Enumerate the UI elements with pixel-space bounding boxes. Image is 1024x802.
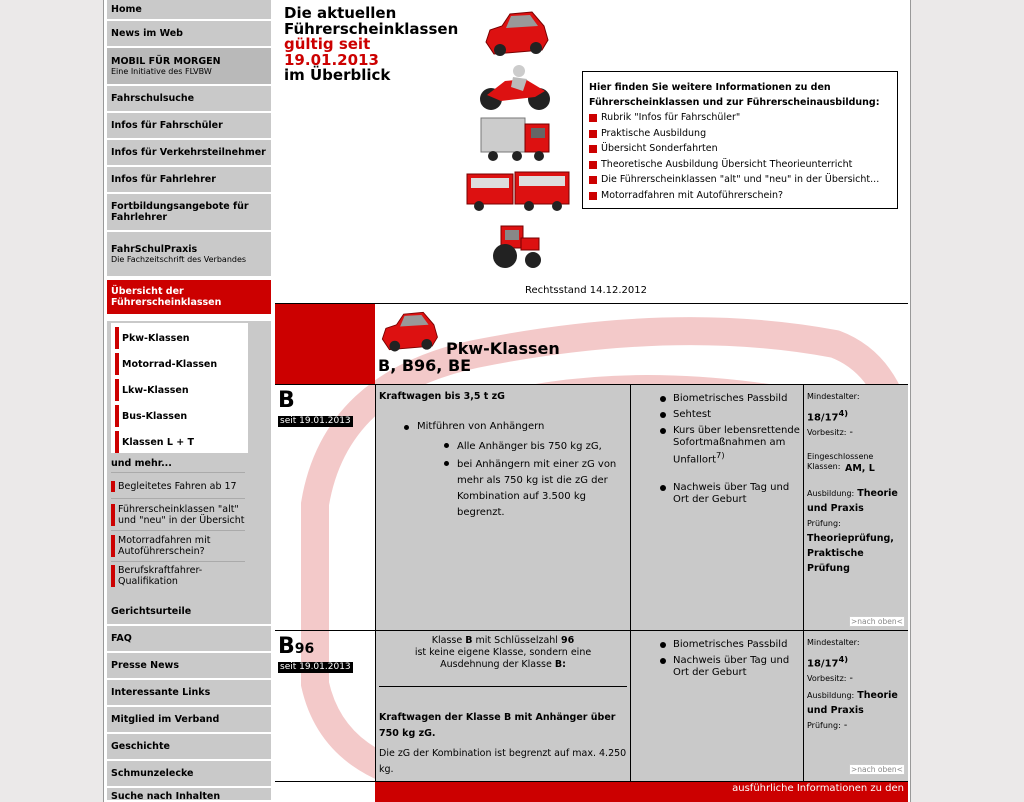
- info-value: -: [843, 720, 848, 732]
- info-value: Theorieprüfung, Praktische Prüfung: [807, 533, 894, 575]
- more-motorradfahren[interactable]: Motorradfahren mit Autoführerschein?: [111, 535, 252, 557]
- nav-sublabel: Eine Initiative des FLVBW: [111, 67, 212, 76]
- info-label: Vorbesitz:: [807, 674, 847, 684]
- row-b-klasse: B: [278, 388, 295, 413]
- nav-gerichtsurteile[interactable]: [107, 599, 271, 626]
- nav-label: Fahrschulsuche: [111, 93, 195, 104]
- footnote-ref[interactable]: 4): [838, 408, 849, 418]
- motorcycle-icon[interactable]: [475, 65, 555, 113]
- row-b-info: [807, 389, 907, 576]
- info-value: [807, 652, 907, 671]
- row-b-req-1: Biometrisches Passbild: [673, 393, 801, 405]
- row-b-seit: seit 19.01.2013: [280, 416, 351, 426]
- mindestalter-value: 18/17: [807, 658, 839, 670]
- subnav-white-panel: [111, 323, 248, 453]
- nav-infos-fahrlehrer[interactable]: [107, 167, 271, 194]
- more-berufskraftfahrer[interactable]: Berufskraftfahrer-Qualifikation: [111, 565, 252, 587]
- nav-faq[interactable]: [107, 626, 271, 653]
- nav-label: Mitglied im Verband: [111, 714, 220, 725]
- nav-fahrschulsuche[interactable]: [107, 86, 271, 113]
- nav-presse-news[interactable]: [107, 653, 271, 680]
- subnav-motorrad-klassen[interactable]: [115, 353, 252, 375]
- info-value: -: [849, 427, 853, 439]
- divider: [111, 498, 245, 499]
- nav-label: Suche nach Inhalten: [111, 791, 221, 802]
- nav-geschichte[interactable]: [107, 734, 271, 761]
- info-link-sonderfahrten[interactable]: Übersicht Sonderfahrten: [589, 141, 891, 157]
- intro-line: [379, 635, 627, 647]
- nav-label: Presse News: [111, 660, 179, 671]
- info-box: [582, 71, 898, 209]
- nav-infos-verkehrsteilnehmer[interactable]: [107, 140, 271, 167]
- nav-schmunzelecke[interactable]: [107, 761, 271, 788]
- row-b96-desc-title: Kraftwagen der Klasse B mit Anhänger über 750 kg zG.: [379, 712, 616, 739]
- subnav-label: Bus-Klassen: [122, 410, 188, 422]
- nav-label: Gerichtsurteile: [111, 606, 192, 617]
- nav-label: Fortbildungsangebote für Fahrlehrer: [111, 201, 249, 223]
- info-row: [807, 688, 907, 718]
- section-title-line: Pkw-Klassen: [446, 339, 560, 358]
- nav-label: Übersicht der Führerscheinklassen: [111, 286, 222, 308]
- info-row: [807, 718, 907, 733]
- intro-line: ist keine eigene Klasse, sondern eine: [414, 647, 592, 658]
- row-b96-req-cell: [631, 631, 803, 782]
- more-klassen-alt-neu[interactable]: Führerscheinklassen "alt" und "neu" in der Übersicht: [111, 504, 252, 526]
- headline-line: Führerscheinklassen: [284, 19, 459, 38]
- subnav-bus-klassen[interactable]: [115, 405, 252, 427]
- subnav-label: Klassen L + T: [122, 436, 194, 448]
- headline-line: Die aktuellen: [284, 4, 397, 22]
- subnav-pkw-klassen[interactable]: [115, 327, 252, 349]
- divider: [111, 530, 245, 531]
- sidebar: [104, 0, 274, 802]
- subnav-label: Lkw-Klassen: [122, 384, 189, 396]
- row-b96-req-1: Biometrisches Passbild: [673, 639, 801, 651]
- info-label: Mindestalter:: [807, 638, 860, 647]
- row-b96-info: [807, 635, 907, 733]
- nav-fahrschulpraxis[interactable]: [107, 232, 271, 278]
- footnote-ref[interactable]: 7): [716, 450, 725, 460]
- nav-interessante-links[interactable]: [107, 680, 271, 707]
- req-text: Kurs über lebensrettende Sofortmaßnahmen am Unfallort: [673, 425, 800, 466]
- subnav-label: Motorrad-Klassen: [122, 358, 218, 370]
- divider: [379, 686, 627, 687]
- nav-label: Geschichte: [111, 741, 170, 752]
- row-b-req-cell: [631, 385, 803, 630]
- subnav-mehr: und mehr...: [111, 458, 172, 469]
- intro-text: mit Schlüsselzahl: [472, 635, 561, 646]
- info-value: [807, 406, 907, 425]
- info-link-infos-fahrschueler[interactable]: Rubrik "Infos für Fahrschüler": [589, 110, 891, 126]
- mindestalter-value: 18/17: [807, 412, 839, 424]
- headline-line: gültig seit: [284, 35, 371, 53]
- nav-suche[interactable]: [107, 788, 271, 802]
- nav-label: Interessante Links: [111, 687, 211, 698]
- info-link-klassen-alt-neu[interactable]: Die Führerscheinklassen "alt" und "neu" in der Übersicht...: [589, 172, 891, 188]
- nav-news-im-web[interactable]: [107, 21, 271, 48]
- info-row: [807, 671, 907, 686]
- info-value: -: [849, 673, 853, 685]
- info-label: Prüfung:: [807, 721, 841, 731]
- headline-line: im Überblick: [284, 66, 391, 84]
- tractor-icon[interactable]: [485, 220, 545, 270]
- info-link-theorieunterricht[interactable]: Theoretische Ausbildung Übersicht Theorieunterricht: [589, 157, 891, 173]
- footnote-ref[interactable]: 4): [838, 654, 849, 664]
- info-value: Theorie und Praxis: [807, 488, 898, 515]
- details-link-bar[interactable]: ausführliche Informationen zu den: [375, 782, 908, 802]
- car-icon[interactable]: [480, 6, 552, 60]
- bus-icon[interactable]: [465, 166, 573, 216]
- subnav-box: [107, 321, 271, 611]
- intro-bold: B: [465, 635, 473, 646]
- row-b-req-2: Sehtest: [673, 409, 801, 421]
- section-red-block: [275, 304, 375, 384]
- info-row: [807, 425, 907, 440]
- row-b96-klasse: [278, 634, 314, 659]
- nav-fortbildungsangebote[interactable]: [107, 194, 271, 232]
- nav-label: Infos für Verkehrsteilnehmer: [111, 147, 266, 158]
- info-label: Ausbildung:: [807, 691, 855, 701]
- nav-label: MOBIL FÜR MORGEN: [111, 56, 221, 67]
- nach-oben-link[interactable]: >nach oben<: [851, 765, 903, 774]
- info-link-motorradfahren[interactable]: Motorradfahren mit Autoführerschein?: [589, 188, 891, 204]
- row-b96-intro: [379, 635, 627, 671]
- divider: [111, 561, 245, 562]
- headline-line: 19.01.2013: [284, 50, 379, 69]
- info-label: Ausbildung:: [807, 489, 855, 499]
- row-b-req-4: Nachweis über Tag und Ort der Geburt: [673, 482, 801, 506]
- rechtsstand-text: Rechtsstand 14.12.2012: [525, 285, 647, 296]
- row-b-req-3: [673, 425, 801, 466]
- nach-oben-link[interactable]: >nach oben<: [851, 617, 903, 626]
- nav-label: News im Web: [111, 28, 183, 39]
- truck-icon[interactable]: [479, 114, 555, 166]
- subnav-label: Pkw-Klassen: [122, 332, 190, 344]
- row-b96-seit: seit 19.01.2013: [280, 662, 351, 672]
- info-label: Prüfung:: [807, 519, 841, 529]
- intro-bold: 96: [560, 635, 575, 646]
- row-b-bullet-sub2: bei Anhängern mit einer zG von mehr als 750 kg ist die zG der Kombination auf 3.500 kg begrenzt.: [457, 457, 629, 521]
- nav-label: Schmunzelecke: [111, 768, 194, 779]
- info-value: AM, L: [845, 463, 875, 475]
- info-label: Eingeschlossene Klassen:: [807, 452, 874, 472]
- info-link-praktische-ausbildung[interactable]: Praktische Ausbildung: [589, 126, 891, 142]
- nav-infos-fahrschueler[interactable]: [107, 113, 271, 140]
- intro-line: [379, 659, 627, 671]
- klasse-number: 96: [294, 641, 315, 657]
- subnav-lkw-klassen[interactable]: [115, 379, 252, 401]
- nav-mitglied-im-verband[interactable]: [107, 707, 271, 734]
- row-b96-req-2: Nachweis über Tag und Ort der Geburt: [673, 655, 801, 679]
- intro-bold: B:: [554, 659, 566, 670]
- divider: [111, 472, 245, 473]
- header-area: [275, 0, 908, 304]
- info-row: [807, 486, 907, 516]
- info-value: Theorie und Praxis: [807, 690, 898, 717]
- subnav-klassen-l-t[interactable]: [115, 431, 252, 453]
- nav-label: Home: [111, 4, 142, 15]
- page-headline: [284, 6, 458, 84]
- info-label: Vorbesitz:: [807, 428, 847, 438]
- more-begleitetes-fahren[interactable]: Begleitetes Fahren ab 17: [111, 481, 252, 492]
- section-title: [378, 340, 560, 374]
- info-heading: Hier finden Sie weitere Informationen zu den: [589, 82, 831, 93]
- content-area: [275, 304, 908, 802]
- section-title-line: B, B96, BE: [378, 356, 472, 375]
- nav-label: FahrSchulPraxis: [111, 244, 198, 255]
- info-heading: Führerscheinklassen und zur Führerscheinausbildung:: [589, 97, 880, 108]
- row-b-bullet-sub1: Alle Anhänger bis 750 kg zG,: [457, 439, 627, 455]
- row-b-bullet-main: Mitführen von Anhängern: [417, 421, 617, 433]
- nav-label: Infos für Fahrlehrer: [111, 174, 216, 185]
- info-label: Mindestalter:: [807, 392, 860, 401]
- nav-sublabel: Die Fachzeitschrift des Verbandes: [111, 255, 247, 264]
- row-b-desc-title: Kraftwagen bis 3,5 t zG: [379, 391, 505, 402]
- intro-text: Ausdehnung der Klasse: [440, 659, 555, 670]
- nav-home[interactable]: [107, 0, 271, 21]
- nav-label: FAQ: [111, 633, 132, 644]
- row-b96-desc-text: Die zG der Kombination ist begrenzt auf max. 4.250 kg.: [379, 748, 627, 775]
- nav-mobil-fuer-morgen[interactable]: [107, 48, 271, 86]
- klasse-letter: B: [278, 634, 295, 659]
- nav-uebersicht-fuehrerscheinklassen[interactable]: [107, 280, 271, 316]
- intro-text: Klasse: [431, 635, 466, 646]
- nav-label: Infos für Fahrschüler: [111, 120, 223, 131]
